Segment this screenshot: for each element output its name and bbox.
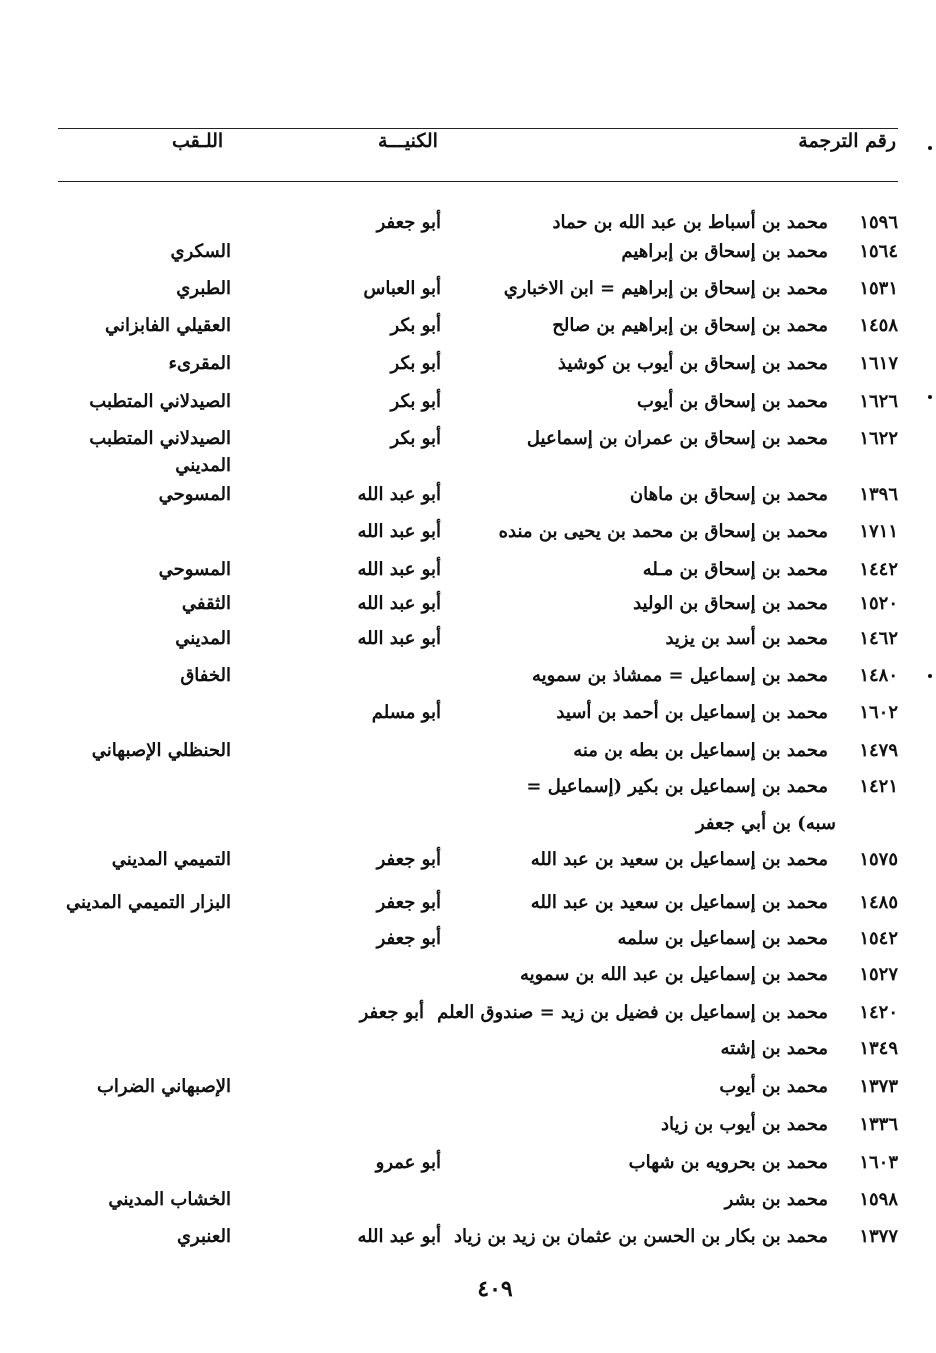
entry-number: ١٦٢٢: [859, 428, 898, 449]
entry-kunya: أبو عبد الله: [357, 628, 441, 649]
entry-laqab: العنبري: [176, 1226, 231, 1247]
entry-number: ١٦٠٣: [859, 1152, 898, 1173]
table-row: [0, 736, 936, 766]
entry-number: ١٧١١: [859, 521, 898, 542]
entry-laqab: المسوحي: [158, 559, 231, 580]
entry-number: ١٤٤٢: [859, 559, 898, 580]
entry-number: ١٤٨٠: [859, 665, 898, 686]
entry-kunya: أبو بكر: [390, 428, 441, 449]
table-row: [0, 274, 936, 304]
entry-kunya: أبو عبد الله: [357, 593, 441, 614]
entry-name: محمد بن إسحاق بن عمران بن إسماعيل: [526, 428, 828, 449]
header-number-label: رقم الترجمة: [798, 130, 896, 152]
entry-number: ١٥٦٤: [859, 241, 898, 262]
entry-number: ١٥٩٦: [859, 212, 898, 233]
entry-name: محمد بن إسحاق بن إبراهيم بن صالح: [552, 315, 828, 336]
table-row: [0, 1034, 936, 1064]
entry-kunya: أبو بكر: [390, 315, 441, 336]
page-number: ٤٠٩: [477, 1276, 513, 1302]
entry-kunya: أبو جعفر: [376, 212, 441, 233]
table-row: [0, 1185, 936, 1215]
entry-laqab: الإصبهاني الضراب: [96, 1076, 231, 1097]
table-row: [0, 237, 936, 267]
entry-name: محمد بن إسماعيل بن بكير (إسماعيل =: [526, 776, 828, 797]
entry-kunya: أبو مسلم: [371, 702, 441, 723]
laqab-continuation: المديني: [175, 455, 231, 476]
entry-laqab: المسوحي: [158, 484, 231, 505]
table-row: [0, 555, 936, 585]
table-row: [0, 1072, 936, 1102]
entry-kunya: أبو جعفر: [376, 892, 441, 913]
entry-name: محمد بن أسباط بن عبد الله بن حماد: [552, 212, 828, 233]
entry-laqab: الخفاق: [180, 665, 231, 686]
entry-name: محمد بن إسحاق بن إبراهيم = ابن الاخباري: [503, 278, 828, 299]
entry-number: ١٤٥٨: [859, 315, 898, 336]
entry-laqab: العقيلي الفابزاني: [105, 315, 231, 336]
table-row: [0, 924, 936, 954]
header-bottom-rule: [58, 181, 898, 182]
entry-number: ١٥٩٨: [859, 1189, 898, 1210]
table-row: [0, 1110, 936, 1140]
entry-laqab: الخشاب المديني: [108, 1189, 231, 1210]
entry-name: محمد بن إسحاق بن الوليد: [633, 593, 828, 614]
entry-laqab: الصيدلاني المتطبب: [89, 428, 231, 449]
entry-kunya: أبو عمرو: [375, 1152, 441, 1173]
entry-kunya: أبو عبد الله: [357, 484, 441, 505]
table-row: [0, 772, 936, 802]
entry-number: ١٥٢٠: [859, 593, 898, 614]
table-row: [0, 888, 936, 918]
entry-number: ١٣٧٧: [859, 1226, 898, 1247]
table-row: [0, 311, 936, 341]
entry-kunya: أبو جعفر: [376, 849, 441, 870]
entry-name: محمد بن إشته: [720, 1038, 828, 1059]
entry-kunya: أبو عبد الله: [357, 1226, 441, 1247]
entry-number: ١٦٢٦: [859, 391, 898, 412]
entry-kunya: أبو عبد الله: [357, 521, 441, 542]
entry-number: ١٤٢٠: [859, 1002, 898, 1023]
entry-name: محمد بن إسحاق بن مـله: [642, 559, 828, 580]
entry-name: محمد بن إسماعيل بن فضيل بن زيد = صندوق العلم: [437, 1002, 828, 1023]
entry-number: ١٥٢٧: [859, 964, 898, 985]
entry-number: ١٥٧٥: [859, 849, 898, 870]
entry-laqab: البزار التميمي المديني: [65, 892, 231, 913]
entry-kunya: أبو العباس: [363, 278, 441, 299]
entry-kunya: أبو بكر: [390, 353, 441, 374]
entry-kunya: أبو عبد الله: [357, 559, 441, 580]
entry-number: ١٦١٧: [859, 353, 898, 374]
entry-number: ١٣٧٣: [859, 1076, 898, 1097]
margin-mark: [928, 146, 932, 150]
header-kunya-label: الكنيـــة: [378, 130, 438, 152]
entry-name: محمد بن إسماعيل بن سعيد بن عبد الله: [530, 849, 828, 870]
entry-name: محمد بن إسماعيل بن سلمه: [617, 928, 828, 949]
entry-name: محمد بن إسحاق بن ماهان: [629, 484, 828, 505]
table-row: [0, 480, 936, 510]
table-row: [0, 624, 936, 654]
table-row: [0, 349, 936, 379]
entry-laqab: الثقفي: [181, 593, 231, 614]
entry-name: محمد بن إسحاق بن محمد بن يحيى بن منده: [498, 521, 828, 542]
table-row: [0, 661, 936, 691]
table-row: [0, 998, 936, 1028]
table-row: [0, 208, 936, 238]
entry-name: محمد بن إسماعيل بن أحمد بن أسيد: [556, 702, 828, 723]
entry-name: محمد بن أيوب بن زياد: [660, 1114, 828, 1135]
entry-name: محمد بن أيوب: [719, 1076, 828, 1097]
entry-kunya: أبو جعفر: [359, 1002, 424, 1023]
entry-name: محمد بن إسحاق بن أيوب: [636, 391, 828, 412]
table-row: [0, 960, 936, 990]
table-row: [0, 424, 936, 454]
header-top-rule: [58, 128, 898, 129]
entry-number: ١٣٩٦: [859, 484, 898, 505]
entry-name: محمد بن أسد بن يزيد: [665, 628, 828, 649]
entry-number: ١٤٢١: [859, 776, 898, 797]
entry-laqab: المديني: [175, 628, 231, 649]
entry-number: ١٤٦٢: [859, 628, 898, 649]
entry-laqab: السكري: [170, 241, 231, 262]
entry-number: ١٥٣١: [859, 278, 898, 299]
entry-laqab: المقرىء: [168, 353, 231, 374]
entry-number: ١٤٨٥: [859, 892, 898, 913]
table-row: [0, 1148, 936, 1178]
entry-name: محمد بن إسحاق بن إبراهيم: [621, 241, 828, 262]
entry-name: محمد بن بكار بن الحسن بن عثمان بن زيد بن زياد: [454, 1226, 828, 1247]
margin-mark: [928, 395, 932, 399]
entry-name: محمد بن إسماعيل بن عبد الله بن سمويه: [519, 964, 828, 985]
entry-laqab: الطبري: [176, 278, 231, 299]
table-row: [0, 387, 936, 417]
entry-number: ١٤٧٩: [859, 740, 898, 761]
header-laqab-label: اللـقب: [172, 130, 224, 152]
margin-mark: [928, 674, 932, 678]
entry-name: محمد بن بشر: [724, 1189, 828, 1210]
entry-name: محمد بن إسماعيل = ممشاذ بن سمويه: [531, 665, 828, 686]
table-row: [0, 845, 936, 875]
entry-number: ١٣٣٦: [859, 1114, 898, 1135]
entry-name: محمد بن بحرويه بن شهاب: [628, 1152, 828, 1173]
entry-laqab: الصيدلاني المتطبب: [89, 391, 231, 412]
table-row: [0, 589, 936, 619]
entry-number: ١٣٤٩: [859, 1038, 898, 1059]
table-row: [0, 1222, 936, 1252]
entry-name: محمد بن إسماعيل بن سعيد بن عبد الله: [530, 892, 828, 913]
table-row: [0, 698, 936, 728]
name-continuation: سبه) بن أبي جعفر: [695, 813, 836, 834]
entry-name: محمد بن إسحاق بن أيوب بن كوشيذ: [557, 353, 828, 374]
entry-number: ١٥٤٢: [859, 928, 898, 949]
entry-kunya: أبو بكر: [390, 391, 441, 412]
entry-name: محمد بن إسماعيل بن بطه بن منه: [573, 740, 828, 761]
entry-number: ١٦٠٢: [859, 702, 898, 723]
table-row: [0, 517, 936, 547]
entry-kunya: أبو جعفر: [376, 928, 441, 949]
entry-laqab: التميمي المديني: [111, 849, 231, 870]
entry-laqab: الحنظلي الإصبهاني: [91, 740, 231, 761]
